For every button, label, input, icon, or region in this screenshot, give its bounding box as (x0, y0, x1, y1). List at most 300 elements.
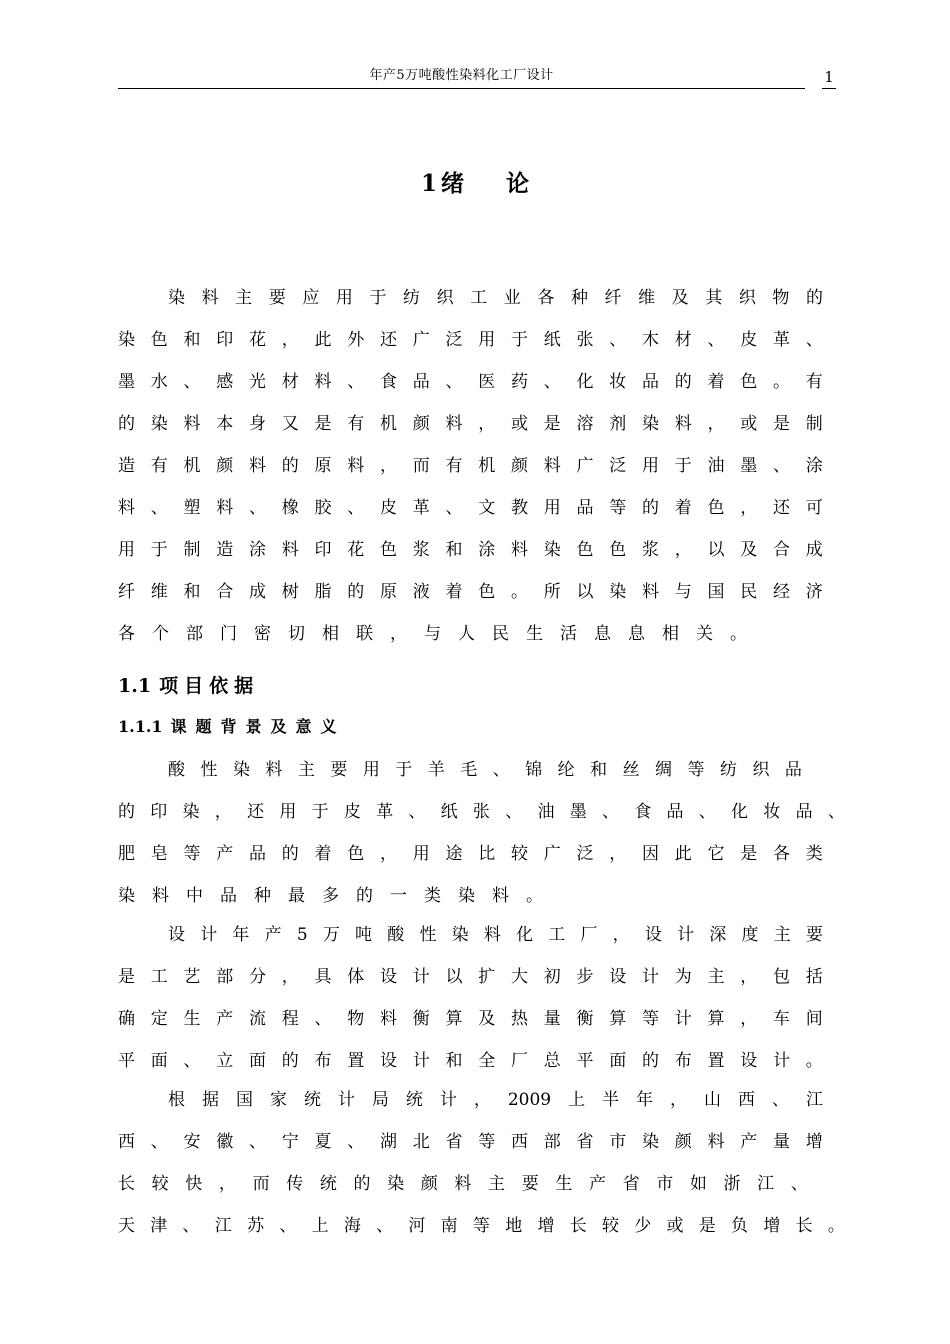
text-char: 品 (784, 760, 802, 780)
text-char: 密 (254, 624, 271, 644)
text-char: 有 (805, 372, 823, 392)
text-char: 化 (731, 802, 749, 822)
text-char: 染 (118, 886, 135, 906)
text-char: 浆 (642, 540, 659, 560)
text-char: 产 (216, 1009, 234, 1029)
subsection-number: 1.1.1 (118, 717, 163, 736)
text-char: 或 (511, 414, 528, 434)
text-line (118, 1004, 823, 1034)
text-char: 造 (216, 540, 234, 560)
text-char: 、 (150, 1132, 168, 1152)
text-char: 墨 (740, 456, 758, 476)
text-char: 造 (118, 456, 135, 476)
text-char: 、 (314, 1009, 332, 1029)
text-line (168, 1085, 823, 1115)
text-char: 浆 (412, 540, 430, 560)
text-char: 用 (543, 498, 561, 518)
text-char: 长 (795, 1216, 813, 1236)
text-char: 括 (805, 967, 823, 987)
text-char: 度 (741, 925, 759, 945)
text-char: 市 (656, 1174, 674, 1194)
text-line (118, 493, 823, 523)
text-char: 、 (772, 1090, 789, 1110)
text-char: 有 (347, 414, 365, 434)
text-char: 以 (445, 967, 463, 987)
text-char: 广 (412, 330, 430, 350)
text-char: 于 (150, 540, 168, 560)
text-char: 纺 (403, 288, 421, 308)
text-char: 妆 (609, 372, 627, 392)
text-char: 药 (511, 372, 528, 392)
text-char: 花 (249, 330, 266, 350)
text-char: 、 (445, 372, 463, 392)
text-char: 料 (152, 886, 169, 906)
text-char: 化 (516, 925, 534, 945)
text-char: ， (707, 414, 725, 434)
text-char: 步 (576, 967, 594, 987)
text-char: 而 (252, 1174, 270, 1194)
text-char: 革 (412, 498, 430, 518)
text-char: 设 (380, 967, 397, 987)
text-char: 皮 (380, 498, 397, 518)
text-char: 人 (458, 624, 475, 644)
text-char: 的 (353, 1174, 371, 1194)
text-char: 长 (569, 1216, 587, 1236)
text-char: 平 (118, 1051, 135, 1071)
text-char: 5 (296, 925, 308, 945)
text-char: 又 (281, 414, 299, 434)
text-char: 计 (674, 1009, 692, 1029)
text-char: 张 (472, 802, 490, 822)
text-char: 置 (707, 1051, 725, 1071)
text-char: 立 (216, 1051, 234, 1071)
text-char: 河 (408, 1216, 426, 1236)
text-char: 而 (412, 456, 430, 476)
text-char: 料 (281, 540, 299, 560)
text-char: 食 (634, 802, 652, 822)
text-char: ， (380, 456, 397, 476)
text-char: 等 (183, 844, 201, 864)
text-char: 外 (347, 330, 365, 350)
text-char: 颜 (420, 1174, 438, 1194)
text-char: 光 (249, 372, 266, 392)
text-char: 原 (380, 582, 397, 602)
text-line (118, 367, 823, 397)
text-char: 机 (478, 456, 496, 476)
text-char: 民 (492, 624, 509, 644)
text-char: 脂 (314, 582, 332, 602)
text-char: 成 (805, 540, 823, 560)
text-char: 增 (763, 1216, 781, 1236)
text-char: 西 (118, 1132, 135, 1152)
text-char: 、 (492, 760, 510, 780)
text-char: 颜 (674, 1132, 692, 1152)
text-char: 剂 (609, 414, 627, 434)
text-char: 生 (555, 1174, 573, 1194)
text-char: 维 (150, 582, 168, 602)
text-char: 于 (674, 456, 692, 476)
page-number: 1 (822, 66, 836, 89)
text-char: 长 (118, 1174, 135, 1194)
text-char: 湖 (380, 1132, 397, 1152)
text-char: 省 (622, 1174, 640, 1194)
text-char: 橡 (281, 498, 299, 518)
text-char: 食 (380, 372, 397, 392)
text-char: 或 (666, 1216, 684, 1236)
text-char: 深 (709, 925, 727, 945)
text-line (118, 839, 823, 869)
text-char: 、 (182, 1216, 200, 1236)
text-char: 品 (412, 372, 430, 392)
text-char: 少 (634, 1216, 652, 1236)
text-char: 夏 (314, 1132, 332, 1152)
text-char: 医 (478, 372, 496, 392)
text-line (118, 325, 823, 355)
chapter-title-part-2: 论 (506, 170, 529, 197)
text-char: 用 (362, 760, 380, 780)
text-char: 要 (805, 925, 823, 945)
text-line (168, 283, 823, 313)
text-char: 涂 (478, 540, 496, 560)
text-char: 如 (689, 1174, 707, 1194)
text-char: 间 (805, 1009, 823, 1029)
text-char: 计 (439, 1090, 457, 1110)
text-char: 活 (560, 624, 577, 644)
text-char: 液 (412, 582, 430, 602)
text-char: 设 (609, 967, 627, 987)
text-char: 计 (337, 1090, 355, 1110)
text-char: 等 (478, 1132, 496, 1152)
text-char: 锦 (525, 760, 543, 780)
text-char: 生 (526, 624, 543, 644)
text-char: 负 (731, 1216, 749, 1236)
text-char: 关 (696, 624, 713, 644)
header-title: 年产5万吨酸性染料化工厂设计 (369, 68, 554, 83)
text-char: 局 (371, 1090, 389, 1110)
text-char: 产 (264, 925, 282, 945)
text-char: 、 (773, 456, 790, 476)
text-char: 印 (314, 540, 332, 560)
text-char: 染 (232, 760, 250, 780)
text-char: 纺 (719, 760, 737, 780)
text-char: 产 (216, 844, 234, 864)
text-char: 算 (445, 1009, 463, 1029)
text-char: 山 (704, 1090, 722, 1110)
text-char: 布 (314, 1051, 332, 1071)
text-char: 工 (548, 925, 566, 945)
text-char: 浙 (723, 1174, 741, 1194)
text-char: 车 (773, 1009, 790, 1029)
text-char: ， (218, 1174, 236, 1194)
text-char: 增 (805, 1132, 823, 1152)
text-char: 料 (642, 582, 659, 602)
text-char: 革 (773, 330, 790, 350)
text-char: 、 (183, 1051, 201, 1071)
text-char: 性 (419, 925, 437, 945)
text-char: 染 (150, 414, 168, 434)
text-char: 料 (492, 886, 509, 906)
text-char: 品 (220, 886, 237, 906)
text-line (118, 1211, 845, 1241)
text-char: 和 (183, 330, 201, 350)
text-char: 物 (772, 288, 790, 308)
text-char: 印 (150, 802, 168, 822)
text-char: 的 (674, 372, 692, 392)
text-char: 主 (235, 288, 253, 308)
text-char: 年 (636, 1090, 654, 1110)
text-char: 产 (588, 1174, 606, 1194)
text-char: 各 (118, 624, 135, 644)
text-char: ， (740, 967, 758, 987)
text-line (118, 1169, 808, 1199)
text-char: 联 (356, 624, 373, 644)
text-char: 材 (674, 330, 692, 350)
text-char: 料 (511, 540, 528, 560)
text-char: 此 (314, 330, 332, 350)
text-char: 全 (478, 1051, 496, 1071)
text-char: 。 (526, 886, 543, 906)
text-char: ， (612, 925, 630, 945)
text-char: 各 (537, 288, 555, 308)
text-char: 是 (740, 844, 758, 864)
text-char: 色 (576, 540, 594, 560)
text-char: 。 (805, 1051, 823, 1071)
text-char: 计 (412, 967, 430, 987)
text-char: 品 (576, 498, 594, 518)
text-line (118, 797, 845, 827)
text-char: 。 (730, 624, 747, 644)
text-char: 以 (707, 540, 725, 560)
text-char: 印 (216, 330, 234, 350)
text-char: 料 (249, 456, 266, 476)
section-heading-1-1-1 (118, 713, 346, 741)
text-char: 料 (201, 288, 219, 308)
text-char: 其 (705, 288, 723, 308)
text-char: 着 (707, 372, 725, 392)
text-char: 海 (343, 1216, 361, 1236)
text-char: 于 (369, 288, 387, 308)
text-char: 一 (390, 886, 407, 906)
text-char: 色 (380, 540, 397, 560)
text-char: 计 (677, 925, 695, 945)
text-char: 与 (674, 582, 692, 602)
text-char: 料 (380, 1009, 397, 1029)
text-char: 流 (249, 1009, 266, 1029)
text-char: ， (609, 844, 627, 864)
text-char: 染 (387, 1174, 405, 1194)
text-char: 料 (674, 414, 692, 434)
text-char: 有 (445, 456, 463, 476)
text-char: 与 (424, 624, 441, 644)
text-char: 相 (662, 624, 679, 644)
text-char: 个 (152, 624, 169, 644)
text-char: 各 (773, 844, 790, 864)
text-char: 教 (511, 498, 528, 518)
text-char: 的 (281, 844, 299, 864)
text-char: 颜 (511, 456, 528, 476)
text-char: 、 (827, 802, 845, 822)
text-char: 门 (220, 624, 237, 644)
text-char: 中 (186, 886, 203, 906)
text-char: 天 (118, 1216, 135, 1236)
text-line (168, 755, 802, 785)
chapter-title (0, 166, 950, 202)
text-char: 北 (412, 1132, 430, 1152)
text-char: 南 (440, 1216, 458, 1236)
text-char: 革 (376, 802, 394, 822)
text-char: 息 (594, 624, 611, 644)
text-char: 济 (805, 582, 823, 602)
text-char: 年 (232, 925, 250, 945)
text-char: 厂 (511, 1051, 528, 1071)
text-char: 树 (281, 582, 299, 602)
text-char: 机 (380, 414, 397, 434)
text-char: 因 (642, 844, 659, 864)
text-char: 平 (576, 1051, 594, 1071)
text-char: 较 (151, 1174, 169, 1194)
text-char: 置 (347, 1051, 365, 1071)
text-char: 、 (183, 372, 201, 392)
text-char: 上 (311, 1216, 329, 1236)
text-char: 江 (805, 1090, 823, 1110)
text-char: 用 (478, 330, 496, 350)
text-char: 国 (707, 582, 725, 602)
text-char: 主 (773, 925, 791, 945)
text-char: 、 (609, 330, 627, 350)
text-char: 于 (311, 802, 329, 822)
text-char: 的 (356, 886, 373, 906)
text-char: 家 (269, 1090, 287, 1110)
text-char: 及 (478, 1009, 496, 1029)
text-char: 于 (395, 760, 413, 780)
text-char: 设 (168, 925, 185, 945)
text-char: 业 (503, 288, 521, 308)
text-char: 、 (601, 802, 619, 822)
text-char: 毛 (460, 760, 478, 780)
text-char: 包 (773, 967, 790, 987)
text-char: 统 (303, 1090, 321, 1110)
text-char: 涂 (805, 456, 823, 476)
text-char: 根 (168, 1090, 185, 1110)
text-char: 。 (827, 1216, 845, 1236)
text-char: 计 (200, 925, 218, 945)
text-char: 国 (235, 1090, 253, 1110)
text-char: 水 (150, 372, 168, 392)
text-char: 还 (773, 498, 790, 518)
text-char: 安 (183, 1132, 201, 1152)
text-char: 纸 (440, 802, 458, 822)
text-char: 的 (642, 498, 659, 518)
text-char: 原 (314, 456, 332, 476)
text-char: 料 (445, 414, 463, 434)
text-char: 及 (740, 540, 758, 560)
text-char: 的 (805, 288, 823, 308)
text-char: ， (390, 624, 407, 644)
text-char: 品 (666, 802, 684, 822)
text-char: 于 (511, 330, 528, 350)
text-char: 丝 (622, 760, 640, 780)
text-char: 市 (609, 1132, 627, 1152)
text-char: 民 (740, 582, 758, 602)
text-char: 纸 (543, 330, 561, 350)
text-char: 苏 (247, 1216, 265, 1236)
text-line (168, 920, 823, 950)
text-char: 部 (543, 1132, 561, 1152)
text-char: 花 (347, 540, 365, 560)
text-char: 酸 (168, 760, 185, 780)
text-char: ， (478, 414, 496, 434)
text-char: 生 (183, 1009, 201, 1029)
text-char: 纤 (118, 582, 135, 602)
text-char: 料 (483, 925, 501, 945)
text-char: 要 (521, 1174, 539, 1194)
text-char: 品 (642, 372, 659, 392)
text-char: 切 (288, 624, 305, 644)
text-char: 可 (805, 498, 823, 518)
text-char: 料 (454, 1174, 472, 1194)
text-char: 种 (570, 288, 588, 308)
text-char: 料 (707, 1132, 725, 1152)
text-char: 它 (707, 844, 725, 864)
text-char: 初 (543, 967, 561, 987)
text-char: 分 (249, 967, 266, 987)
text-char: 料 (543, 456, 561, 476)
text-char: 制 (183, 540, 201, 560)
text-char: 厂 (580, 925, 598, 945)
text-char: 用 (118, 540, 135, 560)
text-char: 纤 (604, 288, 622, 308)
text-char: 设 (644, 925, 662, 945)
text-char: 相 (322, 624, 339, 644)
text-char: 。 (773, 372, 790, 392)
text-char: 息 (628, 624, 645, 644)
text-char: 增 (537, 1216, 555, 1236)
text-char: 面 (150, 1051, 168, 1071)
section-number: 1.1 (118, 675, 152, 697)
text-line (118, 619, 823, 649)
text-line (118, 535, 823, 565)
text-char: 皂 (150, 844, 168, 864)
text-char: ， (380, 844, 397, 864)
text-char: 、 (505, 802, 523, 822)
text-char: 用 (279, 802, 297, 822)
text-char: 身 (249, 414, 266, 434)
text-char: ， (214, 802, 232, 822)
text-char: 计 (412, 1051, 430, 1071)
text-char: 省 (576, 1132, 594, 1152)
text-char: 墨 (118, 372, 135, 392)
text-char: 色 (150, 330, 168, 350)
text-char: 着 (314, 844, 332, 864)
text-char: 染 (168, 288, 185, 308)
text-char: 色 (740, 372, 758, 392)
text-char: 的 (642, 1051, 659, 1071)
text-char: ， (670, 1090, 688, 1110)
text-char: 江 (214, 1216, 232, 1236)
text-char: 、 (347, 372, 365, 392)
text-char: 津 (150, 1216, 168, 1236)
text-char: 染 (642, 1132, 659, 1152)
text-char: 部 (186, 624, 203, 644)
text-char: 部 (216, 967, 234, 987)
text-char: 、 (698, 802, 716, 822)
text-char: 较 (511, 844, 528, 864)
text-char: ， (281, 967, 299, 987)
text-char: 还 (247, 802, 265, 822)
text-line (118, 409, 823, 439)
text-char: 料 (347, 456, 365, 476)
text-char: 的 (118, 802, 135, 822)
